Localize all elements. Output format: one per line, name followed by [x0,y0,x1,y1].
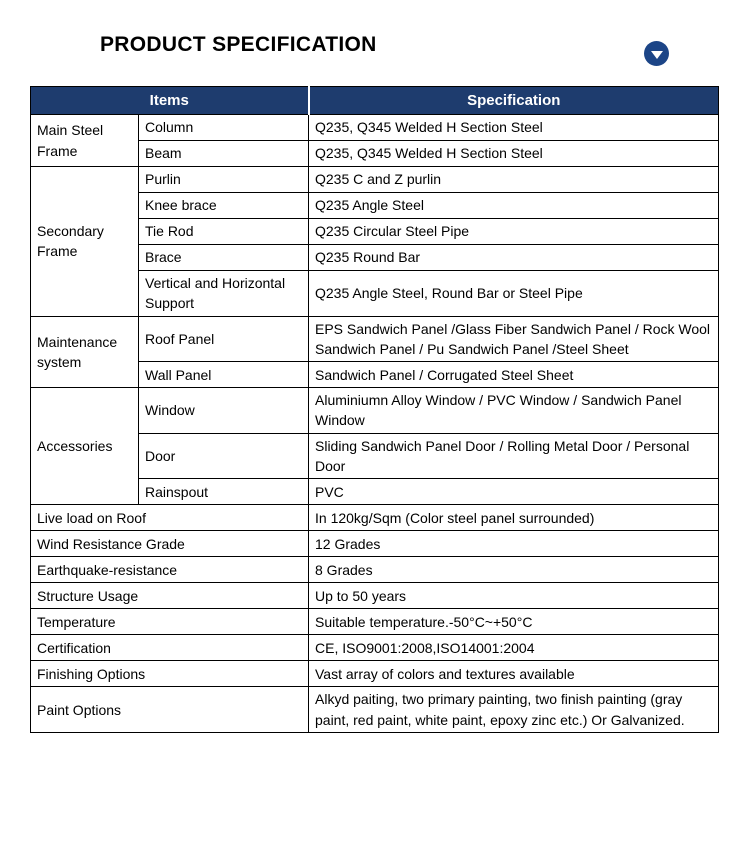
item-cell: Wall Panel [139,362,309,388]
item-cell: Roof Panel [139,316,309,362]
spec-cell: Up to 50 years [309,583,719,609]
header-row [31,87,719,115]
row-label-cell: Wind Resistance Grade [31,531,309,557]
spec-cell: Suitable temperature.-50°C~+50°C [309,609,719,635]
spec-cell: Q235 Angle Steel [309,193,719,219]
table-row [31,557,719,583]
row-label-cell: Structure Usage [31,583,309,609]
page-header [0,0,750,78]
spec-cell: Aluminiumn Alloy Window / PVC Window / Sandwich Panel Window [309,388,719,434]
table-row [31,583,719,609]
spec-cell: Vast array of colors and textures available [309,661,719,687]
table-row [31,115,719,141]
spec-cell: Q235 Angle Steel, Round Bar or Steel Pipe [309,271,719,317]
row-label-cell: Finishing Options [31,661,309,687]
item-cell: Vertical and Horizontal Support [139,271,309,317]
spec-cell: Sliding Sandwich Panel Door / Rolling Metal Door / Personal Door [309,433,719,479]
spec-cell: Q235 Circular Steel Pipe [309,219,719,245]
table-row [31,167,719,193]
table-body [31,115,719,733]
row-label-cell: Live load on Roof [31,505,309,531]
item-cell: Column [139,115,309,141]
table-row [31,531,719,557]
table-row [31,687,719,733]
row-label-cell: Earthquake-resistance [31,557,309,583]
table-row [31,505,719,531]
item-cell: Knee brace [139,193,309,219]
spec-cell: Q235, Q345 Welded H Section Steel [309,141,719,167]
table-row [31,635,719,661]
spec-cell: 8 Grades [309,557,719,583]
chevron-down-icon [651,51,663,59]
spec-cell: CE, ISO9001:2008,ISO14001:2004 [309,635,719,661]
item-cell: Purlin [139,167,309,193]
item-cell: Tie Rod [139,219,309,245]
row-label-cell: Certification [31,635,309,661]
specification-column-header: Specification [309,87,719,115]
product-specification-table [30,86,719,733]
page-title: PRODUCT SPECIFICATION [100,33,377,56]
table-row [31,609,719,635]
table-header [31,87,719,115]
item-cell: Window [139,388,309,434]
item-cell: Brace [139,245,309,271]
spec-cell: Q235 Round Bar [309,245,719,271]
spec-cell: Sandwich Panel / Corrugated Steel Sheet [309,362,719,388]
item-cell: Rainspout [139,479,309,505]
spec-cell: 12 Grades [309,531,719,557]
table-row [31,661,719,687]
items-column-header: Items [31,87,309,115]
category-cell: Maintenance system [31,316,139,388]
category-cell: Accessories [31,388,139,505]
spec-cell: PVC [309,479,719,505]
spec-cell: Q235 C and Z purlin [309,167,719,193]
row-label-cell: Temperature [31,609,309,635]
table-row [31,388,719,434]
row-label-cell: Paint Options [31,687,309,733]
scroll-down-button[interactable] [644,41,669,66]
item-cell: Beam [139,141,309,167]
table-row [31,316,719,362]
category-cell: Secondary Frame [31,167,139,317]
spec-cell: Alkyd paiting, two primary painting, two finish painting (gray paint, red paint, white paint, epoxy zinc etc.) Or Galvanized. [309,687,719,733]
spec-cell: Q235, Q345 Welded H Section Steel [309,115,719,141]
item-cell: Door [139,433,309,479]
spec-cell: EPS Sandwich Panel /Glass Fiber Sandwich Panel / Rock Wool Sandwich Panel / Pu Sandwich Panel /Steel Sheet [309,316,719,362]
category-cell: Main Steel Frame [31,115,139,167]
spec-cell: In 120kg/Sqm (Color steel panel surrounded) [309,505,719,531]
